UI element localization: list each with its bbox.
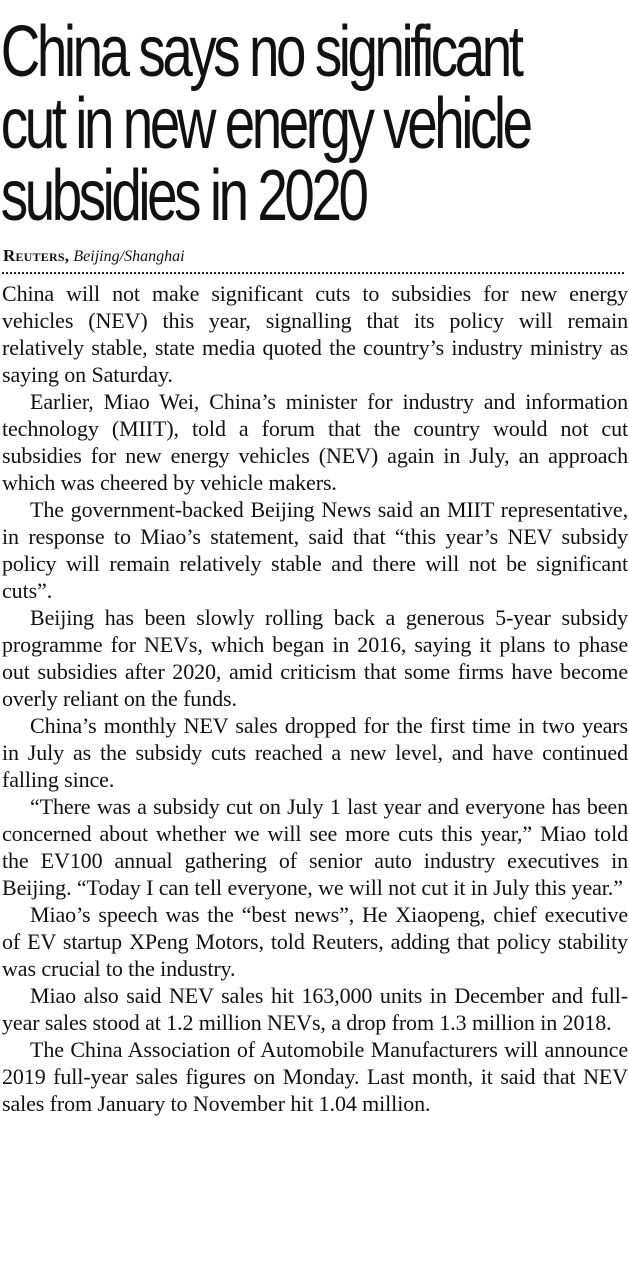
byline-source: Reuters, <box>3 246 70 265</box>
article-body <box>2 280 628 1117</box>
paragraph-8: Miao also said NEV sales hit 163,000 units in December and full-year sales stood at 1.2 million NEVs, a drop from 1.3 million in 2018. <box>2 983 628 1035</box>
headline-line-3: subsidies in 2020 <box>0 156 366 236</box>
paragraph-6: “There was a subsidy cut on July 1 last year and everyone has been concerned about whether we will see more cuts this year,” Miao told the EV100 annual gathering of senior auto industry executives in Beijing. “Today I can tell everyone, we will not cut it in July this year.” <box>2 794 628 900</box>
byline-location: Beijing/Shanghai <box>73 248 185 265</box>
paragraph-4: Beijing has been slowly rolling back a generous 5-year subsidy programme for NEVs, which began in 2016, saying it plans to phase out subsidies after 2020, amid criticism that some firms have become overly reliant on the funds. <box>2 605 628 711</box>
byline <box>3 246 629 268</box>
headline-line-2: cut in new energy vehicle <box>0 84 530 164</box>
headline-line-1: China says no significant <box>0 12 521 92</box>
paragraph-5: China’s monthly NEV sales dropped for the first time in two years in July as the subsidy cuts reached a new level, and have continued falling since. <box>2 713 628 792</box>
paragraph-7: Miao’s speech was the “best news”, He Xiaopeng, chief executive of EV startup XPeng Motors, told Reuters, adding that policy stability was crucial to the industry. <box>2 902 628 981</box>
paragraph-9: The China Association of Automobile Manufacturers will announce 2019 full-year sales figures on Monday. Last month, it said that NEV sales from January to November hit 1.04 million. <box>2 1037 628 1116</box>
paragraph-3: The government-backed Beijing News said an MIIT representative, in response to Miao’s statement, said that “this year’s NEV subsidy policy will remain relatively stable and there will not be significant cuts”. <box>2 497 628 603</box>
paragraph-1: China will not make significant cuts to subsidies for new energy vehicles (NEV) this year, signalling that its policy will remain relatively stable, state media quoted the country’s industry ministry as saying on Saturday. <box>2 281 628 387</box>
headline <box>0 0 629 246</box>
dotted-divider <box>2 272 624 274</box>
paragraph-2: Earlier, Miao Wei, China’s minister for industry and information technology (MIIT), told a forum that the country would not cut subsidies for new energy vehicles (NEV) again in July, an approach which was cheered by vehicle makers. <box>2 389 628 495</box>
